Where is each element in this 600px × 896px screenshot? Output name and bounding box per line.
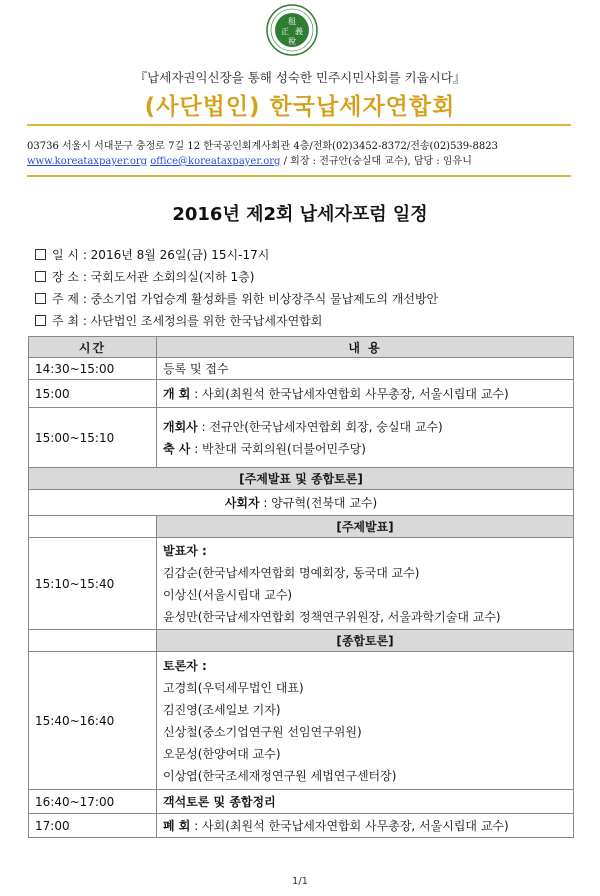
moderator-row xyxy=(29,490,574,516)
info-text: 일 시 : 2016년 8월 26일(금) 15시-17시 xyxy=(52,248,270,262)
opening-speech xyxy=(163,416,567,438)
info-text: 주 최 : 사단법인 조세정의를 위한 한국납세자연합회 xyxy=(52,314,323,328)
list-item: 이상엽(한국조세재정연구원 세법연구센터장) xyxy=(163,768,397,783)
checkbox-icon xyxy=(35,293,46,304)
info-topic xyxy=(35,290,438,307)
logo-char-3: 義 xyxy=(295,27,303,36)
row-label: 개 회 xyxy=(163,387,191,401)
info-text: 주 제 : 중소기업 가업승계 활성화를 위한 비상장주식 물납제도의 개선방안 xyxy=(52,292,439,306)
address-line: 03736 서울시 서대문구 충정로 7길 12 한국공인회계사회관 4층/전화(02)3452-8372/전송(02)539-8823 xyxy=(27,141,498,152)
page-number: 1/1 xyxy=(291,876,309,887)
time-cell: 17:00 xyxy=(29,814,157,838)
moderator-cell xyxy=(29,490,574,516)
section-row xyxy=(29,516,574,538)
contact-line xyxy=(27,152,587,167)
time-cell: 16:40~17:00 xyxy=(29,790,157,814)
content-cell: 객석토론 및 종합정리 xyxy=(157,790,574,814)
page-title: 2016년 제2회 납세자포럼 일정 xyxy=(172,204,428,225)
presenters-label: 발표자 : xyxy=(163,543,207,558)
schedule-table xyxy=(28,336,574,838)
logo-char-2: 正 xyxy=(281,27,289,36)
row-text: : 사회(최원석 한국납세자연합회 사무총장, 서울시립대 교수) xyxy=(190,387,509,401)
email-link[interactable]: office@koreataxpayer.org xyxy=(150,156,281,167)
time-cell: 14:30~15:00 xyxy=(29,358,157,380)
time-cell: 15:00~15:10 xyxy=(29,408,157,468)
row-label: 축 사 xyxy=(163,441,191,456)
list-item: 윤성만(한국납세자연합회 정책연구위원장, 서울과학기술대 교수) xyxy=(163,609,501,624)
content-cell xyxy=(157,538,574,630)
content-cell xyxy=(157,408,574,468)
row-text: : 박찬대 국회의원(더불어민주당) xyxy=(190,441,366,456)
section-row xyxy=(29,468,574,490)
row-label: 사회자 xyxy=(224,496,260,510)
header-content: 내 용 xyxy=(157,337,574,358)
content-cell xyxy=(157,380,574,408)
table-row xyxy=(29,814,574,838)
info-text: 장 소 : 국회도서관 소회의실(지하 1층) xyxy=(52,270,255,284)
header-time: 시간 xyxy=(29,337,157,358)
info-date xyxy=(35,246,269,263)
info-host xyxy=(35,312,322,329)
congratulatory-speech xyxy=(163,438,567,460)
website-link[interactable]: www.koreataxpayer.org xyxy=(27,156,148,167)
checkbox-icon xyxy=(35,315,46,326)
content-cell: 등록 및 접수 xyxy=(157,358,574,380)
logo-char-1: 租 xyxy=(288,17,296,26)
checkbox-icon xyxy=(35,271,46,282)
table-row xyxy=(29,538,574,630)
row-text: : 전규안(한국납세자연합회 회장, 숭실대 교수) xyxy=(197,419,443,434)
row-label: 개회사 xyxy=(163,419,198,434)
content-cell xyxy=(157,814,574,838)
table-row xyxy=(29,358,574,380)
table-row xyxy=(29,408,574,468)
table-row xyxy=(29,652,574,790)
list-item: 이상신(서울시립대 교수) xyxy=(163,587,293,602)
row-label: 폐 회 xyxy=(163,819,191,833)
list-item: 오문성(한양여대 교수) xyxy=(163,746,281,761)
list-item: 김진영(조세일보 기자) xyxy=(163,702,281,717)
time-cell: 15:40~16:40 xyxy=(29,652,157,790)
empty-cell xyxy=(29,516,157,538)
section-heading: [주제발표] xyxy=(157,516,574,538)
content-cell xyxy=(157,652,574,790)
table-row xyxy=(29,380,574,408)
contact-rest: / 회장 : 전규안(숭실대 교수), 담당 : 임유니 xyxy=(283,156,472,167)
time-cell: 15:00 xyxy=(29,380,157,408)
top-rule xyxy=(27,124,571,126)
empty-cell xyxy=(29,630,157,652)
row-text: : 양규혁(전북대 교수) xyxy=(259,496,378,510)
checkbox-icon xyxy=(35,249,46,260)
discussants-label: 토론자 : xyxy=(163,658,207,673)
org-name: (사단법인) 한국납세자연합회 xyxy=(144,94,456,120)
section-row xyxy=(29,630,574,652)
bottom-rule xyxy=(27,175,571,177)
list-item: 고경희(우덕세무법인 대표) xyxy=(163,680,304,695)
time-cell: 15:10~15:40 xyxy=(29,538,157,630)
section-heading: [주제발표 및 종합토론] xyxy=(29,468,574,490)
row-text: : 사회(최원석 한국납세자연합회 사무총장, 서울시립대 교수) xyxy=(190,819,509,833)
org-logo-icon xyxy=(266,4,318,56)
section-heading: [종합토론] xyxy=(157,630,574,652)
list-item: 신상철(중소기업연구원 선임연구위원) xyxy=(163,724,362,739)
table-header-row xyxy=(29,337,574,358)
list-item: 김갑순(한국납세자연합회 명예회장, 동국대 교수) xyxy=(163,565,420,580)
table-row xyxy=(29,790,574,814)
info-place xyxy=(35,268,254,285)
slogan: 『납세자권익신장을 통해 성숙한 민주시민사회를 키웁시다』 xyxy=(134,70,466,85)
logo-char-4: 稅 xyxy=(288,37,296,46)
